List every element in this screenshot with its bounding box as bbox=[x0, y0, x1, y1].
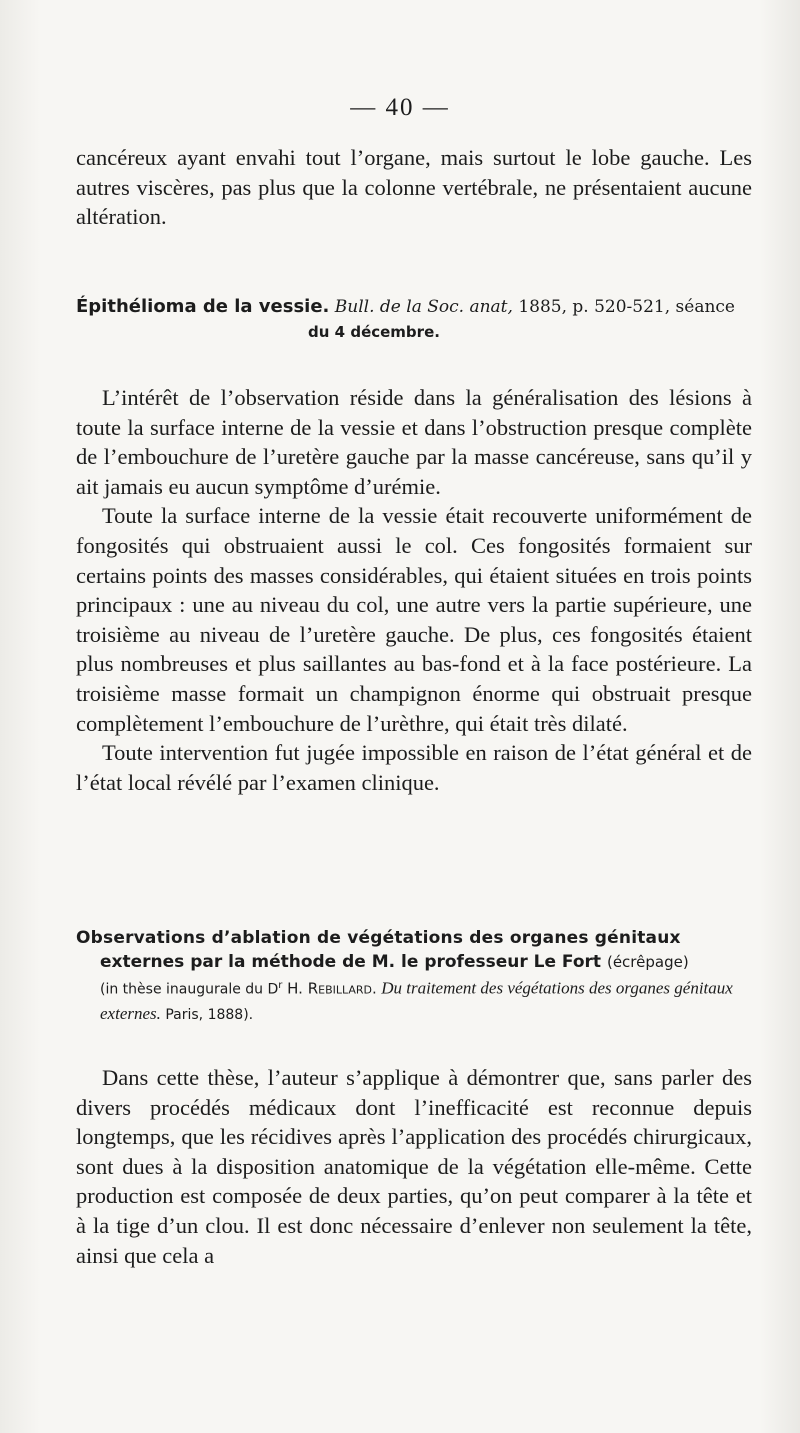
reference-epithelioma bbox=[76, 294, 752, 345]
reference-date: du 4 décembre. bbox=[308, 323, 440, 341]
observation-paragraph-3: Toute intervention fut jugée impossible en raison de l’état général et de l’état local révélé par l’examen clinique. bbox=[76, 740, 752, 795]
reference-title-paren: (écrêpage) bbox=[606, 953, 689, 971]
reference-meta-work: Du traitement des végétations des organes génitaux externes. bbox=[100, 978, 733, 1023]
reference-details: 1885, p. 520-521, séance bbox=[518, 297, 735, 317]
observation-paragraph-2: Toute la surface interne de la vessie était recouverte uniformément de fongosités qui obstruaient aussi le col. Ces fongosités formaient sur certains points des masses considérables, qui étaient situées en trois points principaux : une au niveau du col, une autre vers la partie supérieure, une troisième au niveau de l’uretère gauche. De plus, ces fongosités étaient plus nombreuses et plus saillantes au bas-fond et à la face postérieure. La troisième masse formait un champignon énorme qui obstruait presque complètement l’embouchure de l’urèthre, qui était très dilaté. bbox=[76, 503, 752, 736]
reference-meta-prefix: (in thèse inaugurale du D bbox=[100, 981, 279, 998]
intro-paragraph: cancéreux ayant envahi tout l’organe, mais surtout le lobe gauche. Les autres viscères, pas plus que la colonne vertébrale, ne présentaient aucune altération. bbox=[76, 145, 752, 230]
reference-vegetations bbox=[76, 926, 756, 1027]
reference-meta-author: H. Rebillard. bbox=[282, 979, 377, 998]
reference-meta bbox=[76, 974, 756, 1027]
observation-paragraph-1: L’intérêt de l’observation réside dans la généralisation des lésions à toute la surface interne de la vessie et dans l’obstruction presque complète de l’embouchure de l’uretère gauche par la masse cancéreuse, sans qu’il y ait jamais eu aucun symptôme d’urémie. bbox=[76, 385, 752, 499]
observation-block bbox=[76, 383, 752, 797]
reference-title-text: externes par la méthode de M. le professeur Le Fort bbox=[100, 952, 602, 972]
reference-title-line-1: Observations d’ablation de végétations des organes génitaux bbox=[76, 928, 681, 948]
reference-journal: Bull. de la Soc. anat, bbox=[334, 297, 513, 317]
these-paragraph: Dans cette thèse, l’auteur s’applique à démontrer que, sans parler des divers procédés médicaux dont l’inefficacité est reconnue depuis longtemps, que les récidives après l’application des procédés chirurgicaux, sont dues à la disposition anatomique de la végétation elle-même. Cette production est composée de deux parties, qu’on peut comparer à la tête et à la tige d’un clou. Il est donc nécessaire d’enlever non seulement la tête, ainsi que cela a bbox=[76, 1065, 752, 1268]
these-block bbox=[76, 1063, 752, 1270]
reference-meta-suffix: Paris, 1888). bbox=[160, 1006, 254, 1023]
intro-block bbox=[76, 143, 752, 232]
page-number: — 40 — bbox=[350, 94, 450, 121]
reference-meta-sup: r bbox=[278, 980, 283, 991]
reference-title: Épithélioma de la vessie. bbox=[76, 296, 330, 317]
reference-title-line-2 bbox=[76, 950, 756, 974]
